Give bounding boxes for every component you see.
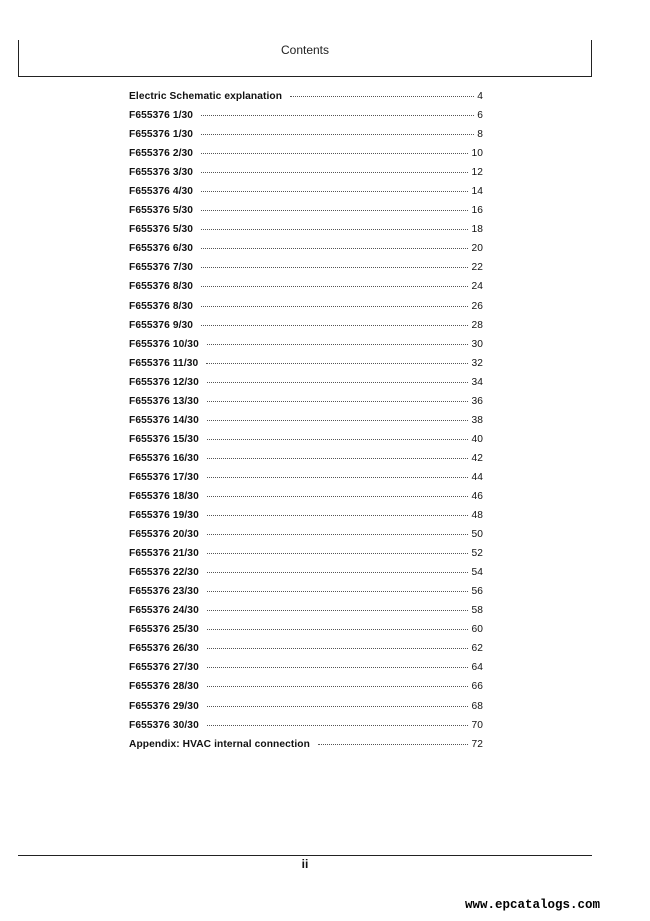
toc-entry[interactable]	[129, 243, 483, 262]
toc-entry-title: F655376 2/30	[129, 148, 194, 160]
toc-entry-page: 48	[471, 510, 483, 522]
toc-entry[interactable]	[129, 548, 483, 567]
toc-entry-title: Appendix: HVAC internal connection	[129, 738, 310, 750]
toc-leader-dots	[207, 553, 469, 554]
toc-entry-page: 6	[477, 110, 483, 122]
toc-entry-title: F655376 24/30	[129, 605, 199, 617]
toc-entry-page: 70	[471, 719, 483, 731]
toc-entry-page: 46	[471, 490, 483, 502]
toc-entry-title: F655376 1/30	[129, 129, 194, 141]
toc-entry-title: F655376 4/30	[129, 186, 194, 198]
toc-leader-dots	[207, 515, 469, 516]
toc-leader-dots	[207, 629, 469, 630]
toc-entry[interactable]	[129, 262, 483, 281]
toc-entry-title: F655376 30/30	[129, 719, 199, 731]
footer-divider	[18, 855, 592, 856]
toc-entry-title: F655376 8/30	[129, 281, 194, 293]
toc-entry-title: F655376 9/30	[129, 319, 194, 331]
toc-entry-page: 24	[471, 281, 483, 293]
toc-entry-page: 4	[477, 91, 483, 102]
toc-entry-title: F655376 25/30	[129, 624, 199, 636]
toc-entry[interactable]	[129, 586, 483, 605]
toc-entry[interactable]	[129, 681, 483, 700]
toc-entry[interactable]	[129, 301, 483, 320]
toc-leader-dots	[207, 382, 469, 383]
toc-entry-title: F655376 26/30	[129, 643, 199, 655]
toc-entry-page: 32	[471, 357, 483, 369]
toc-entry-page: 64	[471, 662, 483, 674]
toc-entry[interactable]	[129, 110, 483, 129]
toc-entry-title: F655376 16/30	[129, 452, 199, 464]
toc-entry-title: F655376 6/30	[129, 243, 194, 255]
toc-entry[interactable]	[129, 605, 483, 624]
toc-entry[interactable]	[129, 377, 483, 396]
toc-entry-page: 38	[471, 414, 483, 426]
toc-leader-dots	[207, 572, 469, 573]
toc-leader-dots	[207, 610, 469, 611]
toc-entry-title: F655376 7/30	[129, 262, 194, 274]
toc-entry[interactable]	[129, 224, 483, 243]
toc-entry-page: 10	[471, 148, 483, 160]
toc-entry-page: 22	[471, 262, 483, 274]
toc-leader-dots	[207, 686, 469, 687]
toc-entry[interactable]	[129, 434, 483, 453]
toc-leader-dots	[206, 363, 468, 364]
toc-entry-title: F655376 18/30	[129, 490, 199, 502]
toc-entry[interactable]	[129, 186, 483, 205]
toc-entry[interactable]	[129, 91, 483, 110]
toc-entry-page: 26	[471, 300, 483, 312]
toc-leader-dots	[207, 648, 469, 649]
toc-entry-page: 66	[471, 681, 483, 693]
toc-entry[interactable]	[129, 453, 483, 472]
toc-entry-page: 16	[471, 205, 483, 217]
toc-leader-dots	[201, 172, 468, 173]
toc-entry[interactable]	[129, 491, 483, 510]
toc-leader-dots	[207, 591, 469, 592]
toc-leader-dots	[207, 477, 469, 478]
toc-entry[interactable]	[129, 167, 483, 186]
toc-entry-page: 42	[471, 452, 483, 464]
toc-leader-dots	[207, 439, 469, 440]
toc-entry-title: F655376 10/30	[129, 338, 199, 350]
toc-entry-title: F655376 3/30	[129, 167, 194, 179]
toc-leader-dots	[201, 191, 468, 192]
toc-entry-title: F655376 12/30	[129, 376, 199, 388]
toc-leader-dots	[207, 496, 469, 497]
toc-leader-dots	[207, 458, 469, 459]
toc-entry-title: F655376 13/30	[129, 395, 199, 407]
toc-entry-page: 28	[471, 319, 483, 331]
page-number: ii	[301, 857, 309, 871]
toc-entry[interactable]	[129, 205, 483, 224]
toc-entry-page: 44	[471, 471, 483, 483]
toc-entry[interactable]	[129, 662, 483, 681]
toc-entry-title: Electric Schematic explanation	[129, 91, 283, 102]
toc-leader-dots	[201, 325, 468, 326]
toc-leader-dots	[318, 744, 469, 745]
toc-entry-page: 8	[477, 129, 483, 141]
toc-leader-dots	[201, 248, 468, 249]
toc-entry[interactable]	[129, 339, 483, 358]
toc-leader-dots	[201, 210, 468, 211]
toc-leader-dots	[201, 306, 468, 307]
toc-entry-page: 36	[471, 395, 483, 407]
toc-entry-title: F655376 17/30	[129, 471, 199, 483]
toc-entry-page: 12	[471, 167, 483, 179]
toc-entry[interactable]	[129, 358, 483, 377]
toc-entry-title: F655376 19/30	[129, 510, 199, 522]
toc-entry-page: 62	[471, 643, 483, 655]
toc-entry-page: 56	[471, 586, 483, 598]
toc-leader-dots	[201, 134, 474, 135]
toc-entry-page: 40	[471, 433, 483, 445]
toc-entry-page: 14	[471, 186, 483, 198]
toc-entry-title: F655376 21/30	[129, 548, 199, 560]
toc-entry-page: 20	[471, 243, 483, 255]
toc-entry-title: F655376 15/30	[129, 433, 199, 445]
toc-leader-dots	[207, 344, 469, 345]
toc-entry-page: 58	[471, 605, 483, 617]
toc-leader-dots	[207, 667, 469, 668]
toc-entry-title: F655376 23/30	[129, 586, 199, 598]
toc-entry[interactable]	[129, 148, 483, 167]
toc-entry[interactable]	[129, 510, 483, 529]
toc-entry[interactable]	[129, 415, 483, 434]
toc-entry-page: 18	[471, 224, 483, 236]
toc-entry-title: F655376 29/30	[129, 700, 199, 712]
toc-entry[interactable]	[129, 129, 483, 148]
toc-entry[interactable]	[129, 396, 483, 415]
toc-leader-dots	[201, 267, 468, 268]
toc-entry-title: F655376 20/30	[129, 529, 199, 541]
toc-entry-title: F655376 27/30	[129, 662, 199, 674]
toc-leader-dots	[207, 401, 469, 402]
toc-leader-dots	[201, 286, 468, 287]
toc-entry-page: 60	[471, 624, 483, 636]
toc-entry-page: 50	[471, 529, 483, 541]
toc-entry[interactable]	[129, 739, 483, 758]
toc-entry[interactable]	[129, 281, 483, 300]
toc-entry[interactable]	[129, 701, 483, 720]
toc-entry[interactable]	[129, 643, 483, 662]
toc-entry-page: 72	[471, 738, 483, 750]
toc-entry-title: F655376 14/30	[129, 414, 199, 426]
toc-entry-title: F655376 1/30	[129, 110, 194, 122]
toc-entry-title: F655376 28/30	[129, 681, 199, 693]
toc-entry-title: F655376 22/30	[129, 567, 199, 579]
toc-leader-dots	[201, 153, 468, 154]
toc-leader-dots	[290, 96, 474, 97]
page-title: Contents	[280, 43, 330, 57]
toc-entry[interactable]	[129, 624, 483, 643]
toc-leader-dots	[201, 229, 468, 230]
table-of-contents	[129, 91, 483, 758]
toc-leader-dots	[207, 706, 469, 707]
toc-leader-dots	[201, 115, 474, 116]
toc-leader-dots	[207, 420, 469, 421]
toc-leader-dots	[207, 534, 469, 535]
toc-entry[interactable]	[129, 320, 483, 339]
toc-entry[interactable]	[129, 472, 483, 491]
toc-entry-title: F655376 11/30	[129, 357, 199, 369]
toc-leader-dots	[207, 725, 469, 726]
toc-entry-page: 30	[471, 338, 483, 350]
toc-entry-page: 34	[471, 376, 483, 388]
toc-entry[interactable]	[129, 720, 483, 739]
toc-entry-title: F655376 5/30	[129, 224, 194, 236]
toc-entry-page: 68	[471, 700, 483, 712]
toc-entry-title: F655376 5/30	[129, 205, 194, 217]
toc-entry[interactable]	[129, 529, 483, 548]
toc-entry-title: F655376 8/30	[129, 300, 194, 312]
toc-entry-page: 52	[471, 548, 483, 560]
watermark-text: www.epcatalogs.com	[464, 898, 600, 912]
toc-entry-page: 54	[471, 567, 483, 579]
toc-entry[interactable]	[129, 567, 483, 586]
